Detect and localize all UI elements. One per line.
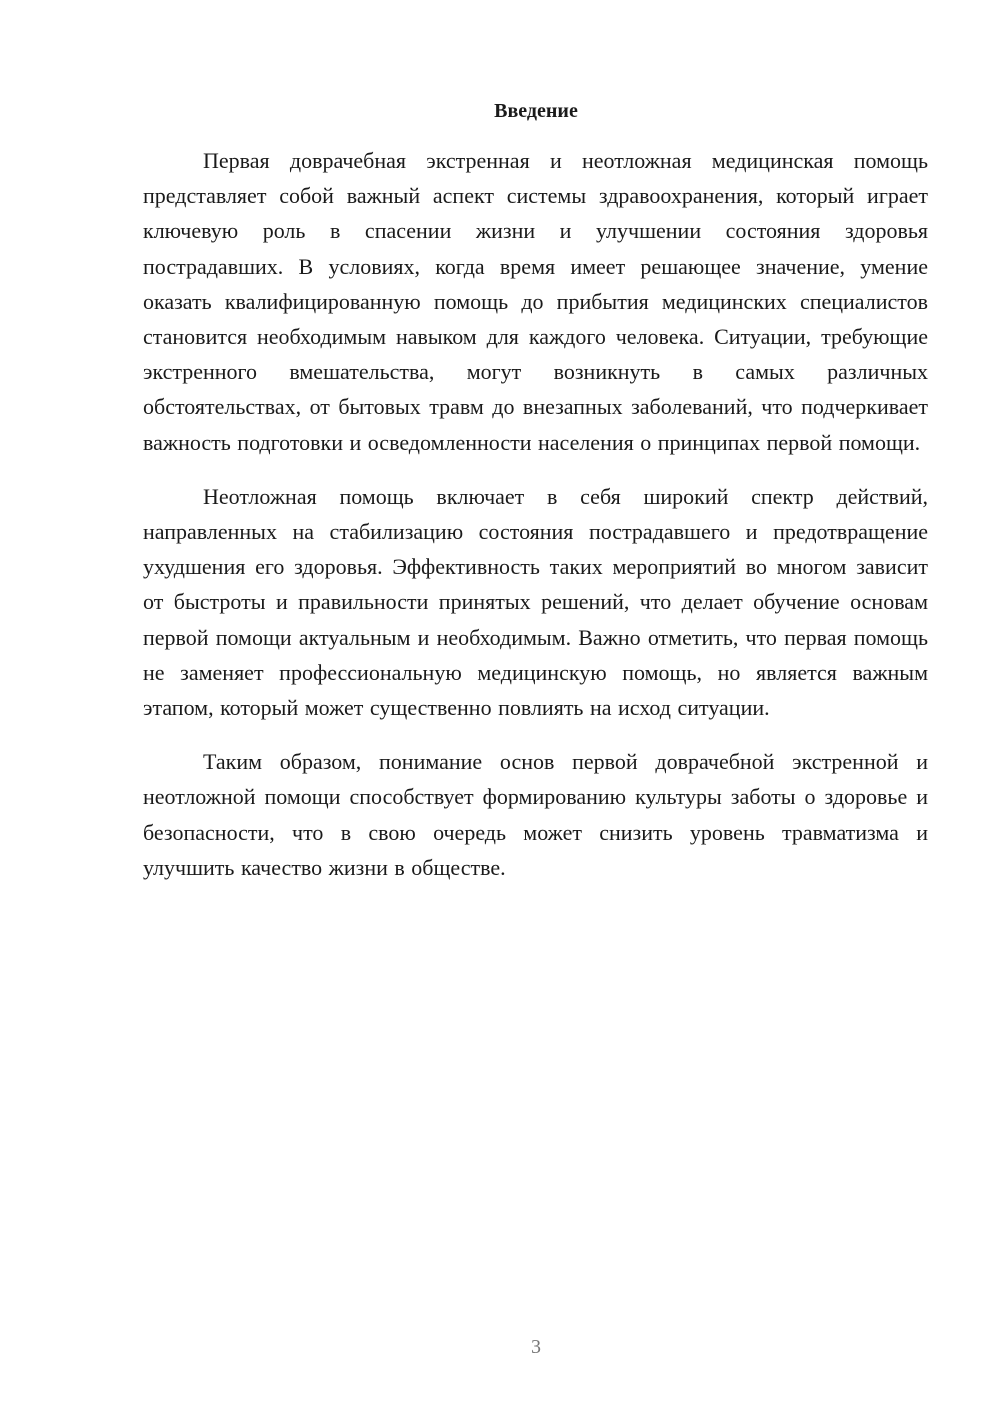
paragraph-3: Таким образом, понимание основ первой доврачебной экстренной и неотложной помощи способствует формированию культуры заботы о здоровье и безопасности, что в свою очередь может снизить уровень травматизма и улучшить качество жизни в обществе.	[143, 749, 928, 880]
paragraph-1: Первая доврачебная экстренная и неотложная медицинская помощь представляет собой важный аспект системы здравоохранения, который играет ключевую роль в спасении жизни и улучшении состояния здоровья пострадавших. В условиях, когда время имеет решающее значение, умение оказать квалифицированную помощь до прибытия медицинских специалистов становится необходимым навыком для каждого человека. Ситуации, требующие экстренного вмешательства, могут возникнуть в самых различных обстоятельствах, от бытовых травм до внезапных заболеваний, что подчеркивает важность подготовки и осведомленности населения о принципах первой помощи.	[143, 148, 928, 455]
page-number: 3	[531, 1336, 541, 1358]
section-heading: Введение	[494, 100, 578, 122]
paragraph-2: Неотложная помощь включает в себя широкий спектр действий, направленных на стабилизацию состояния пострадавшего и предотвращение ухудшения его здоровья. Эффективность таких мероприятий во многом зависит от быстроты и правильности принятых решений, что делает обучение основам первой помощи актуальным и необходимым. Важно отметить, что первая помощь не заменяет профессиональную медицинскую помощь, но является важным этапом, который может существенно повлиять на исход ситуации.	[143, 483, 928, 721]
body-text	[143, 143, 928, 904]
